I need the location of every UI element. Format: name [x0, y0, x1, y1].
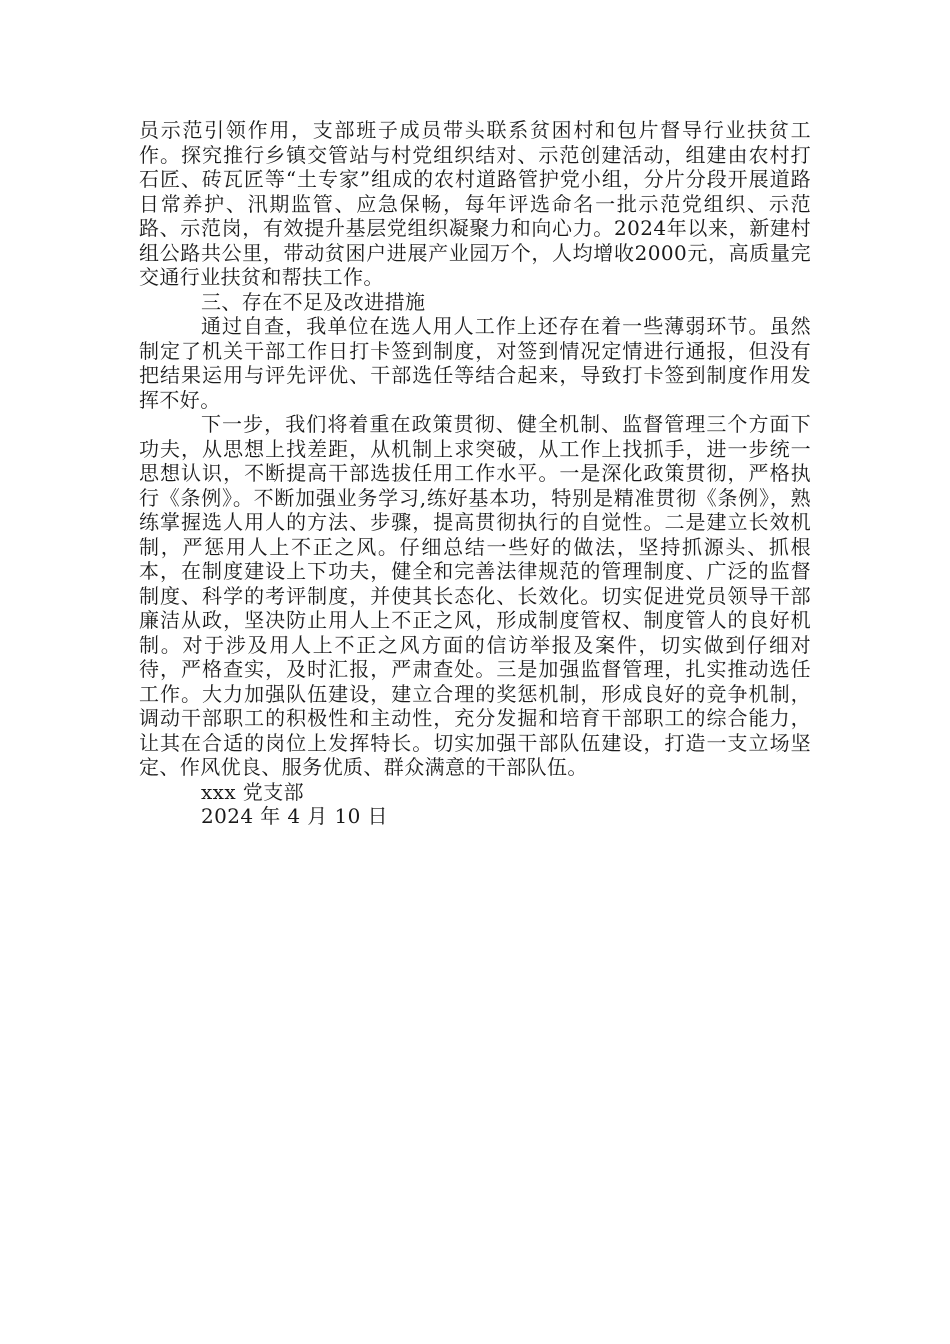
- document-body: [139, 118, 811, 829]
- paragraph-next-steps: 下一步，我们将着重在政策贯彻、健全机制、监督管理三个方面下功夫，从思想上找差距，从机制上求突破，从工作上找抓手，进一步统一思想认识，不断提高干部选拔任用工作水平。一是深化政策贯彻，严格执行《条例》。不断加强业务学习,练好基本功，特别是精准贯彻《条例》，熟练掌握选人用人的方法、步骤，提高贯彻执行的自觉性。二是建立长效机制，严惩用人上不正之风。仔细总结一些好的做法，坚持抓源头、抓根本，在制度建设上下功夫，健全和完善法律规范的管理制度、广泛的监督制度、科学的考评制度，并使其长态化、长效化。切实促进党员领导干部廉洁从政，坚决防止用人上不正之风，形成制度管权、制度管人的良好机制。对于涉及用人上不正之风方面的信访举报及案件，切实做到仔细对待，严格查实，及时汇报，严肃查处。三是加强监督管理，扎实推动选任工作。大力加强队伍建设，建立合理的奖惩机制，形成良好的竞争机制，调动干部职工的积极性和主动性，充分发掘和培育干部职工的综合能力，让其在合适的岗位上发挥特长。切实加强干部队伍建设，打造一支立场坚定、作风优良、服务优质、群众满意的干部队伍。: [139, 412, 811, 779]
- signature-organization: xxx 党支部: [201, 779, 304, 804]
- paragraph-continued: 员示范引领作用，支部班子成员带头联系贫困村和包片督导行业扶贫工作。探究推行乡镇交管站与村党组织结对、示范创建活动，组建由农村打石匠、砖瓦匠等“土专家”组成的农村道路管护党小组，分片分段开展道路日常养护、汛期监管、应急保畅，每年评选命名一批示范党组织、示范路、示范岗，有效提升基层党组织凝聚力和向心力。2024年以来，新建村组公路共公里，带动贫困户进展产业园万个，人均增收2000元，高质量完交通行业扶贫和帮扶工作。: [139, 118, 811, 289]
- signature-date: 2024 年 4 月 10 日: [201, 804, 388, 828]
- paragraph-self-check: 通过自查，我单位在选人用人工作上还存在着一些薄弱环节。虽然制定了机关干部工作日打卡签到制度，对签到情况定情进行通报，但没有把结果运用与评先评优、干部选任等结合起来，导致打卡签到制度作用发挥不好。: [139, 314, 811, 412]
- section-heading: 三、存在不足及改进措施: [201, 289, 426, 314]
